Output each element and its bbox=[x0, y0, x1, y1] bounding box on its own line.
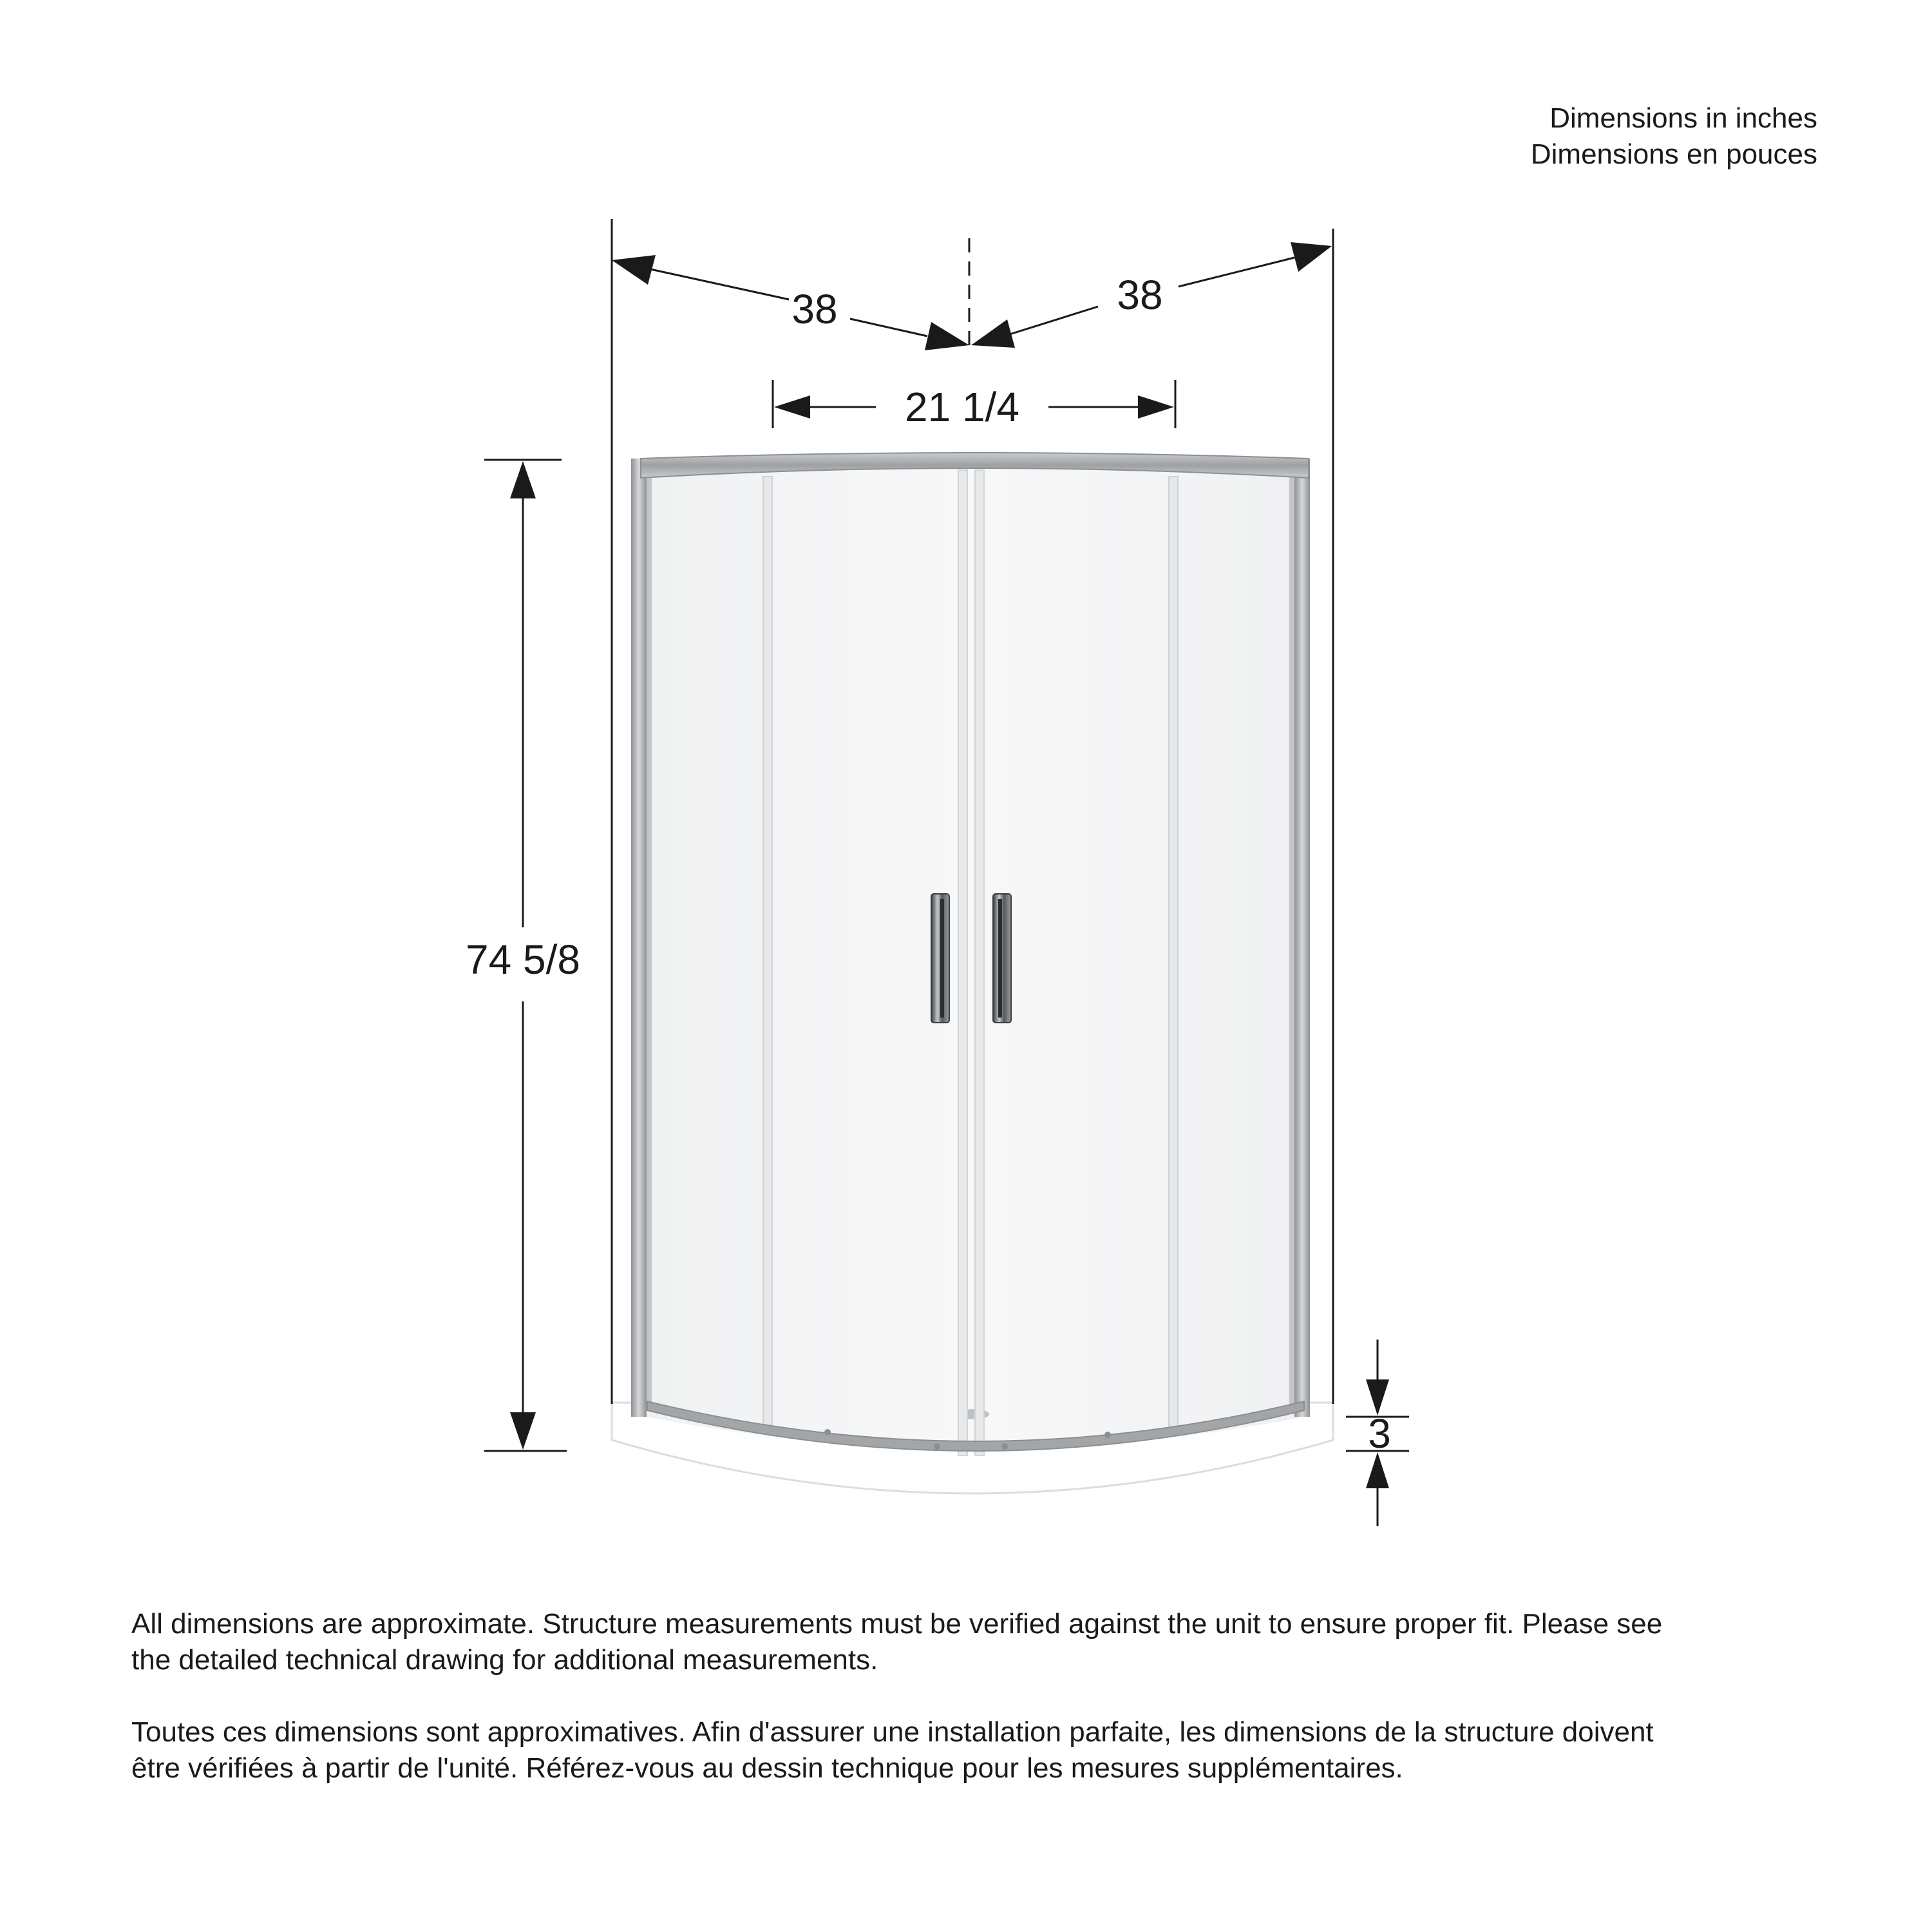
dimension-side-left bbox=[612, 255, 969, 350]
shower-enclosure bbox=[612, 453, 1333, 1493]
arrowhead bbox=[510, 461, 536, 498]
arrowhead bbox=[1291, 242, 1332, 272]
units-note-french: Dimensions en pouces bbox=[1530, 138, 1817, 170]
wall-post-right-inner bbox=[1289, 464, 1294, 1410]
door-edge-right bbox=[975, 470, 984, 1455]
dimension-line bbox=[650, 269, 789, 299]
disclaimer-french: Toutes ces dimensions sont approximatives. Afin d'assurer une installation parfaite, les dimensions de la structure doivent être vérifiées à partir de l'unité. Référez-vous au dessin technique pour les mesures supplémentaires. bbox=[131, 1716, 1654, 1784]
arrowhead bbox=[925, 322, 969, 350]
arrowhead bbox=[1366, 1452, 1389, 1488]
arrowhead bbox=[774, 395, 810, 419]
disclaimer-english: All dimensions are approximate. Structure measurements must be verified against the unit to ensure proper fit. Please see the detailed technical drawing for additional measurements. bbox=[131, 1608, 1663, 1676]
dimension-label-door-width: 21 1/4 bbox=[905, 384, 1019, 430]
dimension-label-base-height: 3 bbox=[1368, 1410, 1391, 1457]
arrowhead bbox=[1138, 395, 1174, 419]
rail-roller bbox=[824, 1429, 831, 1435]
wall-post-right bbox=[1294, 459, 1310, 1417]
glass-edge-left bbox=[763, 477, 772, 1428]
arrowhead bbox=[510, 1412, 536, 1450]
rail-roller bbox=[1104, 1432, 1111, 1438]
dimension-side-right bbox=[971, 242, 1332, 348]
arrowhead bbox=[612, 255, 656, 285]
disclaimer-notes bbox=[131, 1606, 1677, 1823]
dimension-label-side-right: 38 bbox=[1117, 272, 1163, 318]
dimension-base-height bbox=[1366, 1340, 1391, 1526]
glass-edge-right bbox=[1169, 477, 1178, 1428]
door-handle-left bbox=[931, 894, 949, 1023]
dimension-line bbox=[1008, 307, 1098, 335]
door-handle-right bbox=[993, 894, 1011, 1023]
units-note-english: Dimensions in inches bbox=[1549, 102, 1817, 134]
wall-post-left-inner bbox=[647, 464, 652, 1410]
dimension-line bbox=[850, 319, 927, 336]
wall-post-left bbox=[631, 459, 647, 1417]
dimension-door-width bbox=[774, 384, 1174, 430]
rail-roller bbox=[1001, 1443, 1008, 1450]
dimension-height bbox=[466, 461, 580, 1450]
rail-roller bbox=[934, 1443, 940, 1450]
dimension-label-side-left: 38 bbox=[791, 286, 838, 332]
dimension-label-height: 74 5/8 bbox=[466, 936, 580, 983]
dimension-line bbox=[1179, 258, 1294, 287]
door-edge-left bbox=[958, 470, 967, 1455]
arrowhead bbox=[971, 319, 1015, 348]
